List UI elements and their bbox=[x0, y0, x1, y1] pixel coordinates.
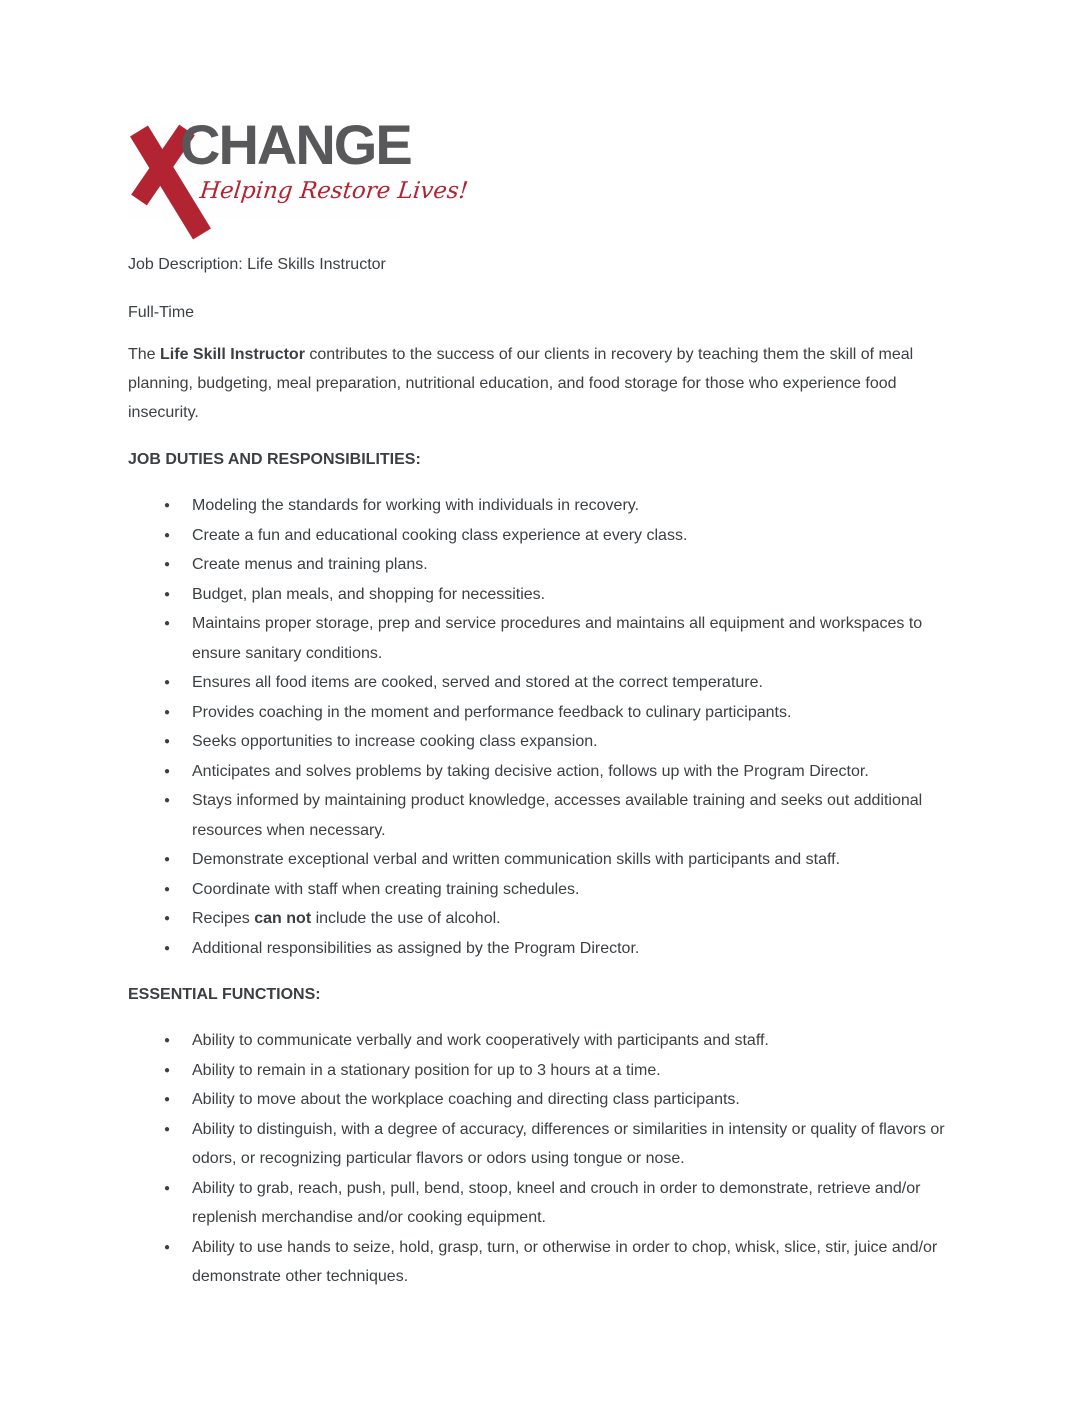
employment-type: Full-Time bbox=[128, 304, 195, 321]
bullet-dot-icon: ● bbox=[164, 795, 171, 806]
bullet-list bbox=[128, 491, 964, 963]
bullet-dot-icon: ● bbox=[164, 854, 171, 865]
bullet-dot-icon: ● bbox=[164, 706, 171, 718]
bullet-dot-icon: ● bbox=[164, 1064, 171, 1076]
bullet-dot-icon: ● bbox=[164, 1182, 171, 1194]
list-item: ● Coordinate with staff when creating training schedules. bbox=[128, 875, 964, 905]
list-item: ● Provides coaching in the moment and performance feedback to culinary participants. bbox=[128, 698, 964, 728]
bullet-dot-icon: ● bbox=[164, 618, 171, 629]
list-item: ● Ability to distinguish, with a degree of accuracy, differences or similarities in intensity or quality of flavors or odors, or recognizing particular flavors or odors using tongue or nose. bbox=[128, 1115, 964, 1174]
intro-bold: Life Skill Instructor bbox=[160, 346, 305, 363]
bullet-dot-icon: ● bbox=[164, 588, 171, 600]
intro-prefix: The bbox=[128, 346, 161, 363]
list-item: ● Anticipates and solves problems by taking decisive action, follows up with the Program Director. bbox=[128, 757, 964, 787]
bullet-dot-icon: ● bbox=[164, 559, 171, 570]
logo-tagline: Helping Restore Lives! bbox=[198, 178, 470, 204]
list-item: ● Demonstrate exceptional verbal and written communication skills with participants and staff. bbox=[128, 845, 964, 875]
list-item: ● Additional responsibilities as assigned by the Program Director. bbox=[128, 934, 964, 964]
logo-wordmark bbox=[180, 114, 411, 176]
sections bbox=[128, 445, 964, 1292]
bullet-dot-icon: ● bbox=[164, 1241, 171, 1253]
list-item: ● Modeling the standards for working with individuals in recovery. bbox=[128, 491, 964, 521]
section-heading: ESSENTIAL FUNCTIONS: bbox=[128, 986, 321, 1003]
list-item: ● Ability to grab, reach, push, pull, bend, stoop, kneel and crouch in order to demonstrate, retrieve and/or replenish merchandise and/or cooking equipment. bbox=[128, 1174, 964, 1233]
list-item: ● Budget, plan meals, and shopping for necessities. bbox=[128, 580, 964, 610]
bullet-dot-icon: ● bbox=[164, 913, 171, 924]
bullet-dot-icon: ● bbox=[164, 1123, 171, 1135]
intro-paragraph bbox=[128, 340, 964, 427]
bullet-dot-icon: ● bbox=[164, 765, 171, 777]
list-item: ● Ability to use hands to seize, hold, grasp, turn, or otherwise in order to chop, whisk, slice, stir, juice and/or demonstrate other techniques. bbox=[128, 1233, 964, 1292]
list-item: ● Ensures all food items are cooked, served and stored at the correct temperature. bbox=[128, 668, 964, 698]
list-item: ● Recipes can not include the use of alcohol. bbox=[128, 904, 964, 934]
list-item: ● Seeks opportunities to increase cooking class expansion. bbox=[128, 727, 964, 757]
list-item: ● Create menus and training plans. bbox=[128, 550, 964, 580]
job-title: Job Description: Life Skills Instructor bbox=[128, 256, 386, 273]
intro-rest: contributes to the success of our clients in recovery by teaching them the skill of meal planning, budgeting, meal preparation, nutritional education, and food storage for those who experience food insecurity. bbox=[128, 346, 914, 421]
list-item: ● Ability to move about the workplace coaching and directing class participants. bbox=[128, 1085, 964, 1115]
list-item: ● Create a fun and educational cooking class experience at every class. bbox=[128, 521, 964, 551]
xchange-logo bbox=[128, 113, 470, 218]
bullet-dot-icon: ● bbox=[164, 883, 171, 895]
bullet-list bbox=[128, 1026, 964, 1292]
section-heading: JOB DUTIES AND RESPONSIBILITIES: bbox=[128, 451, 421, 468]
bullet-dot-icon: ● bbox=[164, 1094, 171, 1105]
bullet-dot-icon: ● bbox=[164, 500, 171, 511]
bullet-dot-icon: ● bbox=[164, 677, 171, 688]
document-content bbox=[128, 113, 964, 1292]
bullet-dot-icon: ● bbox=[164, 942, 171, 954]
logo-wordmark-text: CHANGE bbox=[180, 113, 411, 176]
bullet-dot-icon: ● bbox=[164, 736, 171, 747]
list-item: ● Stays informed by maintaining product knowledge, accesses available training and seeks out additional resources when necessary. bbox=[128, 786, 964, 845]
bullet-dot-icon: ● bbox=[164, 529, 171, 541]
list-item: ● Ability to communicate verbally and work cooperatively with participants and staff. bbox=[128, 1026, 964, 1056]
bullet-dot-icon: ● bbox=[164, 1035, 171, 1046]
list-item: ● Maintains proper storage, prep and service procedures and maintains all equipment and workspaces to ensure sanitary conditions. bbox=[128, 609, 964, 668]
list-item: ● Ability to remain in a stationary position for up to 3 hours at a time. bbox=[128, 1056, 964, 1086]
